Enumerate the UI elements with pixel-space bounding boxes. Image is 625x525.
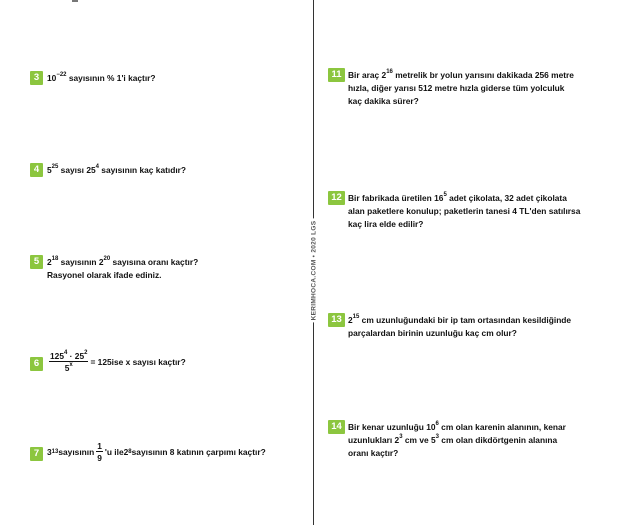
question-text: 3 13 sayısının $\frac{1}{9}$ 'u ile 2 8 sayısının 8 katının çarpımı kaçtır? <box>47 441 266 463</box>
question-number-badge: 4 <box>30 163 43 177</box>
question-number-badge: 6 <box>30 357 43 371</box>
question-number-badge: 3 <box>30 71 43 85</box>
question-text-line1: $2^{15}$ cm uzunluğundaki bir ip tam ortasından kesildiğinde <box>348 314 572 325</box>
question-text-line2: parçalardan birinin uzunluğu kaç cm olur? <box>348 328 517 338</box>
fraction-one-ninth: $\frac{1}{9}$ <box>97 441 102 463</box>
question-text: $10^{-22}$ sayısının % 1'i kaçtır? <box>47 72 156 83</box>
question-text-line1: Bir kenar uzunluğu $10^6$ cm olan karenin alanının, kenar <box>348 421 566 432</box>
question-number-badge: 13 <box>328 313 345 327</box>
question-number-badge: 12 <box>328 191 345 205</box>
question-text-line3: kaç lira elde edilir? <box>348 219 424 229</box>
question-text-line2: hızla, diğer yarısı 512 metre hızla giderse tüm yolculuk <box>348 83 565 93</box>
fraction-expression: $\frac{125^4 \cdot 25^2}{5^x}$ <box>50 350 88 373</box>
question-number-badge: 7 <box>30 447 43 461</box>
question-number-badge: 14 <box>328 420 345 434</box>
question-text: $5^{25}$ sayısı $25^4$ sayısının kaç katıdır? <box>47 164 187 175</box>
question-text-line2: Rasyonel olarak ifade ediniz. <box>47 270 162 280</box>
question-text-line2: alan paketlere konulup; paketlerin tanesi 4 TL'den satılırsa <box>348 206 581 216</box>
question-text-line3: kaç dakika sürer? <box>348 96 419 106</box>
question-text: $\frac{125^4 \cdot 25^2}{5^x}$ = 125 ise x sayısı kaçtır? <box>50 350 186 373</box>
question-text-line3: oranı kaçtır? <box>348 448 399 458</box>
question-text: $2^{18}$ sayısının $2^{20}$ sayısına oranı kaçtır? <box>47 256 199 267</box>
question-number-badge: 5 <box>30 255 43 269</box>
question-text-line2: uzunlukları $2^3$ cm ve $5^3$ cm olan dikdörtgenin alanına <box>348 434 558 445</box>
top-cropped-mark <box>72 0 78 2</box>
question-text-line1: Bir araç $2^{16}$ metrelik br yolun yarısını dakikada 256 metre <box>348 69 574 80</box>
question-text-line1: Bir fabrikada üretilen $16^5$ adet çikolata, 32 adet çikolata <box>348 192 567 203</box>
question-number-badge: 11 <box>328 68 345 82</box>
side-watermark: KERIMHOCA.COM • 2020 LGS <box>310 220 318 320</box>
